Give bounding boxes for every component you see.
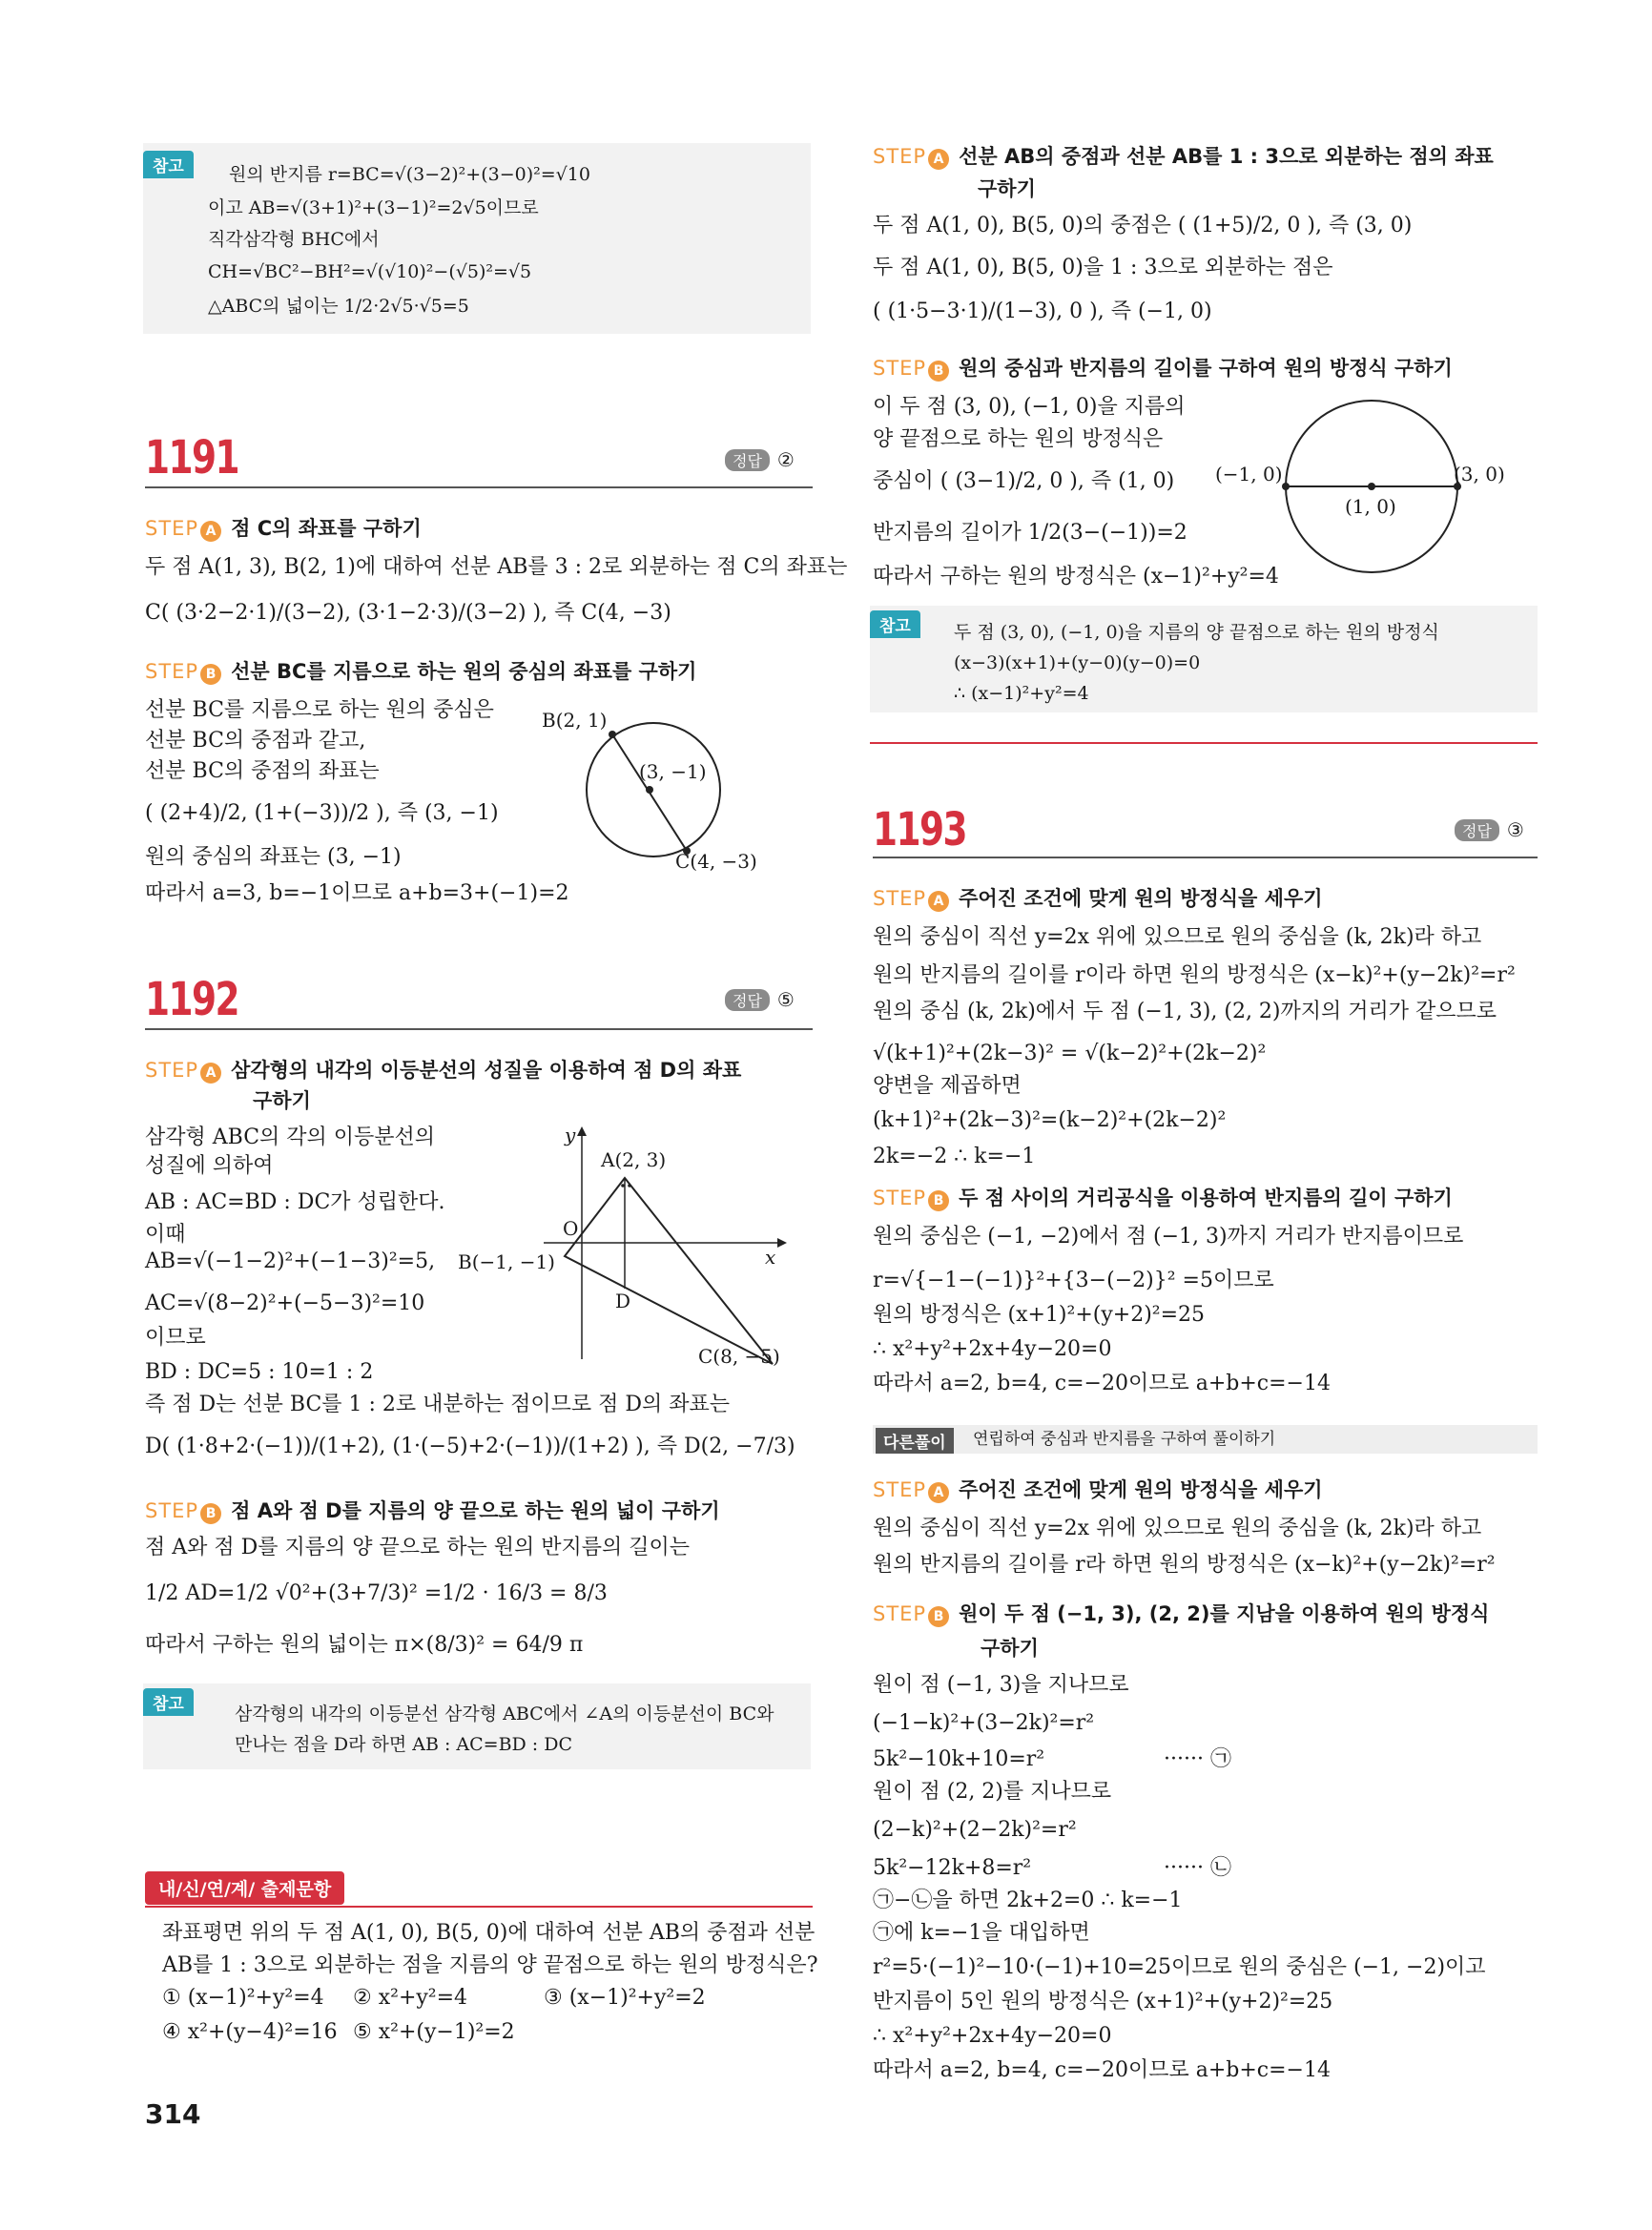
answer-badge: 정답 <box>725 989 770 1011</box>
text-line: 원의 중심의 좌표는 (3, −1) <box>145 845 402 869</box>
point-label-c: C(4, −3) <box>675 850 757 873</box>
text-line: 2k=−2 ∴ k=−1 <box>873 1145 1036 1168</box>
step-a-heading: STEP A 주어진 조건에 맞게 원의 방정식을 세우기 <box>873 887 1323 910</box>
text-line: 좌표평면 위의 두 점 A(1, 0), B(5, 0)에 대하여 선분 AB의 중점과 선분 <box>162 1921 816 1945</box>
triangle-figure-1192 <box>448 1121 792 1378</box>
text-line: 원의 중심이 직선 y=2x 위에 있으므로 원의 중심을 (k, 2k)라 하고 <box>873 1517 1482 1540</box>
note-line: 원의 반지름 r=BC=√(3−2)²+(3−0)²=√10 <box>229 164 590 185</box>
note-line: 직각삼각형 BHC에서 <box>208 229 380 250</box>
answer-label <box>725 988 795 1011</box>
axis-x-label: x <box>765 1246 776 1269</box>
text-line: ( (2+4)/2, (1+(−3))/2 ), 즉 (3, −1) <box>145 801 499 825</box>
answer-value: ③ <box>1506 818 1524 841</box>
text-line: 선분 BC의 중점과 같고, <box>145 729 366 753</box>
equation-mark: ······ ㉡ <box>1164 1856 1231 1880</box>
text-line: 선분 BC의 중점의 좌표는 <box>145 759 380 783</box>
point-label-d: D <box>615 1290 631 1312</box>
answer-badge: 정답 <box>1455 819 1499 841</box>
note-line: 두 점 (3, 0), (−1, 0)을 지름의 양 끝점으로 하는 원의 방정식 <box>954 622 1439 643</box>
text-line: 삼각형 ABC의 각의 이등분선의 <box>145 1125 436 1149</box>
text-line: 따라서 a=2, b=4, c=−20이므로 a+b+c=−14 <box>873 1372 1331 1395</box>
text-line: 중심이 ( (3−1)/2, 0 ), 즉 (1, 0) <box>873 469 1175 493</box>
note-line: ∴ (x−1)²+y²=4 <box>954 683 1089 704</box>
text-line: ㉠−㉡을 하면 2k+2=0 ∴ k=−1 <box>873 1889 1183 1912</box>
text-line: 원의 중심은 (−1, −2)에서 점 (−1, 3)까지 거리가 반지름이므로 <box>873 1225 1464 1249</box>
answer-label <box>1455 818 1524 841</box>
text-line: r²=5·(−1)²−10·(−1)+10=25이므로 원의 중심은 (−1, −2)이고 <box>873 1955 1486 1979</box>
text-line: 따라서 구하는 원의 방정식은 (x−1)²+y²=4 <box>873 565 1279 588</box>
text-line: AB : AC=BD : DC가 성립한다. <box>145 1190 445 1214</box>
answer-value: ② <box>776 448 795 471</box>
text-line: 원의 반지름의 길이를 r이라 하면 원의 방정식은 (x−k)²+(y−2k)²=r² <box>873 963 1516 987</box>
point-label-b: B(2, 1) <box>542 709 608 732</box>
text-line: 원의 방정식은 (x+1)²+(y+2)²=25 <box>873 1303 1206 1327</box>
text-line: ∴ x²+y²+2x+4y−20=0 <box>873 1337 1112 1361</box>
text-line: 이 두 점 (3, 0), (−1, 0)을 지름의 <box>873 395 1186 419</box>
note-tag: 참고 <box>143 151 194 178</box>
text-line: AB를 1 : 3으로 외분하는 점을 지름의 양 끝점으로 하는 원의 방정식은? <box>162 1953 818 1977</box>
origin-label: O <box>563 1217 579 1240</box>
step-a-heading: STEP A 삼각형의 내각의 이등분선의 성질을 이용하여 점 D의 좌표 <box>145 1059 742 1082</box>
naesin-rule <box>145 1906 813 1908</box>
text-line: (k+1)²+(2k−3)²=(k−2)²+(2k−2)² <box>873 1108 1227 1132</box>
step-a-heading: STEP A 주어진 조건에 맞게 원의 방정식을 세우기 <box>873 1478 1323 1501</box>
section-rule <box>873 857 1538 858</box>
text-line: 이때 <box>145 1223 186 1247</box>
text-line: 따라서 a=3, b=−1이므로 a+b=3+(−1)=2 <box>145 881 569 905</box>
point-label-center: (3, −1) <box>639 760 707 783</box>
note-line: 만나는 점을 D라 하면 AB : AC=BD : DC <box>235 1734 573 1755</box>
text-line: AB=√(−1−2)²+(−1−3)²=5, <box>145 1249 436 1273</box>
text-line: 반지름이 5인 원의 방정식은 (x+1)²+(y+2)²=25 <box>873 1990 1333 2013</box>
circle-figure-1191 <box>534 696 811 887</box>
text-line: 5k²−10k+10=r² <box>873 1747 1045 1771</box>
text-line: ㉠에 k=−1을 대입하면 <box>873 1921 1090 1945</box>
equation-mark: ······ ㉠ <box>1164 1747 1231 1771</box>
text-line: BD : DC=5 : 10=1 : 2 <box>145 1360 374 1384</box>
note-line: 삼각형의 내각의 이등분선 삼각형 ABC에서 ∠A의 이등분선이 BC와 <box>235 1703 774 1724</box>
text-line: 1/2 AD=1/2 √0²+(3+7/3)² =1/2 · 16/3 = 8/3 <box>145 1581 608 1605</box>
choice-item: ① (x−1)²+y²=4 <box>162 1986 324 2010</box>
note-line: △ABC의 넓이는 1/2·2√5·√5=5 <box>208 296 469 317</box>
step-b-heading-cont: 구하기 <box>981 1637 1039 1660</box>
note-line: 이고 AB=√(3+1)²+(3−1)²=2√5이므로 <box>208 197 539 218</box>
text-line: 성질에 의하여 <box>145 1154 274 1178</box>
text-line: 따라서 a=2, b=4, c=−20이므로 a+b+c=−14 <box>873 2058 1331 2082</box>
step-a-heading-cont: 구하기 <box>253 1089 311 1112</box>
point-label-a: A(2, 3) <box>601 1148 667 1171</box>
text-line: AC=√(8−2)²+(−5−3)²=10 <box>145 1291 425 1315</box>
text-line: √(k+1)²+(2k−3)² = √(k−2)²+(2k−2)² <box>873 1042 1267 1065</box>
answer-value: ⑤ <box>776 988 795 1011</box>
problem-number: 1191 <box>145 431 238 485</box>
step-b-heading: STEP B 원이 두 점 (−1, 3), (2, 2)를 지남을 이용하여 원의 방정식 <box>873 1602 1490 1625</box>
text-line: C( (3·2−2·1)/(3−2), (3·1−2·3)/(3−2) ), 즉 C(4, −3) <box>145 601 671 625</box>
point-label-center: (1, 0) <box>1345 495 1396 518</box>
choice-item: ⑤ x²+(y−1)²=2 <box>353 2020 515 2044</box>
circle-figure-diameter <box>1211 391 1517 591</box>
axis-y-label: y <box>565 1124 576 1146</box>
point-label-right: (3, 0) <box>1454 463 1505 485</box>
text-line: 원의 중심 (k, 2k)에서 두 점 (−1, 3), (2, 2)까지의 거리가 같으므로 <box>873 1000 1497 1023</box>
choice-item: ④ x²+(y−4)²=16 <box>162 2020 338 2044</box>
step-a-heading: STEP A 선분 AB의 중점과 선분 AB를 1 : 3으로 외분하는 점의 좌표 <box>873 145 1494 168</box>
naesin-label: 내/신/연/계/ 출제문항 <box>145 1871 344 1905</box>
alt-solution-desc: 연립하여 중심과 반지름을 구하여 풀이하기 <box>973 1430 1276 1449</box>
step-b-heading: STEP B 원의 중심과 반지름의 길이를 구하여 원의 방정식 구하기 <box>873 357 1453 380</box>
text-line: 두 점 A(1, 0), B(5, 0)을 1 : 3으로 외분하는 점은 <box>873 256 1333 279</box>
answer-label <box>725 448 795 471</box>
text-line: 두 점 A(1, 3), B(2, 1)에 대하여 선분 AB를 3 : 2로 외분하는 점 C의 좌표는 <box>145 555 848 579</box>
text-line: 점 A와 점 D를 지름의 양 끝으로 하는 원의 반지름의 길이는 <box>145 1536 691 1559</box>
section-divider-red <box>870 742 1538 744</box>
choice-item: ② x²+y²=4 <box>353 1986 468 2010</box>
point-label-left: (−1, 0) <box>1215 463 1283 485</box>
section-rule <box>145 486 813 488</box>
answer-badge: 정답 <box>725 449 770 471</box>
step-a-heading: STEP A 점 C의 좌표를 구하기 <box>145 517 422 540</box>
text-line: 따라서 구하는 원의 넓이는 π×(8/3)² = 64/9 π <box>145 1633 584 1657</box>
text-line: 양변을 제곱하면 <box>873 1074 1022 1098</box>
text-line: D( (1·8+2·(−1))/(1+2), (1·(−5)+2·(−1))/(1+2) ), 즉 D(2, −7/3) <box>145 1435 795 1458</box>
text-line: 이므로 <box>145 1326 206 1350</box>
text-line: r=√{−1−(−1)}²+{3−(−2)}² =5이므로 <box>873 1269 1274 1292</box>
point-label-b: B(−1, −1) <box>458 1250 555 1273</box>
text-line: 양 끝점으로 하는 원의 방정식은 <box>873 427 1164 451</box>
step-a-heading-cont: 구하기 <box>978 177 1036 200</box>
note-line: CH=√BC²−BH²=√(√10)²−(√5)²=√5 <box>208 261 532 282</box>
step-b-heading: STEP B 선분 BC를 지름으로 하는 원의 중심의 좌표를 구하기 <box>145 660 697 683</box>
text-line: (−1−k)²+(3−2k)²=r² <box>873 1711 1095 1735</box>
text-line: ( (1·5−3·1)/(1−3), 0 ), 즉 (−1, 0) <box>873 299 1212 323</box>
problem-number: 1192 <box>145 973 238 1026</box>
section-rule <box>145 1028 813 1030</box>
problem-number: 1193 <box>873 803 966 857</box>
note-tag: 참고 <box>143 1688 194 1716</box>
text-line: 선분 BC를 지름으로 하는 원의 중심은 <box>145 698 494 722</box>
page-number: 314 <box>145 2098 201 2130</box>
note-tag: 참고 <box>870 610 920 638</box>
note-line: (x−3)(x+1)+(y−0)(y−0)=0 <box>954 652 1201 673</box>
text-line: 반지름의 길이가 1/2(3−(−1))=2 <box>873 521 1187 545</box>
alt-solution-badge: 다른풀이 <box>876 1428 954 1454</box>
text-line: 원의 중심이 직선 y=2x 위에 있으므로 원의 중심을 (k, 2k)라 하고 <box>873 925 1482 949</box>
text-line: 원이 점 (−1, 3)을 지나므로 <box>873 1673 1129 1697</box>
choice-item: ③ (x−1)²+y²=2 <box>544 1986 706 2010</box>
step-b-heading: STEP B 점 A와 점 D를 지름의 양 끝으로 하는 원의 넓이 구하기 <box>145 1499 720 1522</box>
text-line: 5k²−12k+8=r² <box>873 1856 1032 1880</box>
text-line: 원의 반지름의 길이를 r라 하면 원의 방정식은 (x−k)²+(y−2k)²=r² <box>873 1553 1496 1577</box>
step-b-heading: STEP B 두 점 사이의 거리공식을 이용하여 반지름의 길이 구하기 <box>873 1187 1453 1209</box>
text-line: 두 점 A(1, 0), B(5, 0)의 중점은 ( (1+5)/2, 0 ), 즉 (3, 0) <box>873 214 1413 237</box>
point-label-c: C(8, −5) <box>698 1345 780 1368</box>
text-line: 원이 점 (2, 2)를 지나므로 <box>873 1780 1112 1804</box>
text-line: (2−k)²+(2−2k)²=r² <box>873 1818 1077 1842</box>
text-line: 즉 점 D는 선분 BC를 1 : 2로 내분하는 점이므로 점 D의 좌표는 <box>145 1393 731 1416</box>
text-line: ∴ x²+y²+2x+4y−20=0 <box>873 2024 1112 2048</box>
